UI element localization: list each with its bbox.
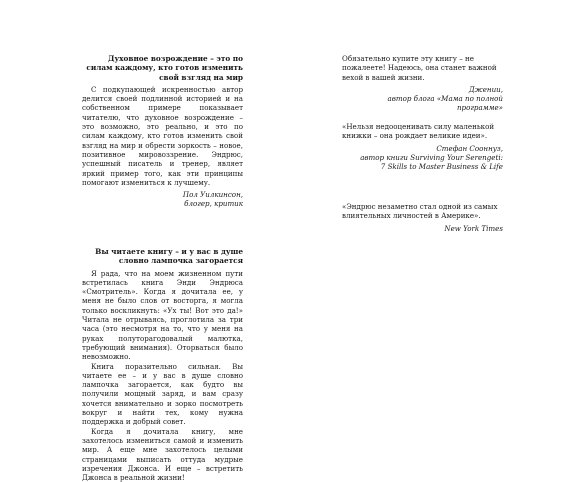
review-signature xyxy=(82,190,243,209)
quote-text: «Нельзя недооценивать силу маленькой книжки – она рождает великие идеи». xyxy=(342,122,495,141)
review-paragraph: Я рада, что на моем жизненном пути встретилась книга Энди Эндрюса «Смотритель». Когда я дочитала ее, у меня не было слов от восторга, я могла только воскликнуть: «Ух ты! Вот это да!» Читала не отрываясь, проглотила за три часа (это несмотря на то, что у меня на руках полуторагодовалый малютка, требующий внимания). Оторваться было невозможно. xyxy=(82,268,243,362)
quote-nyt xyxy=(342,202,503,233)
signature-book: 7 Skills to Master Business & Life xyxy=(380,162,503,172)
quote-signature xyxy=(342,224,503,233)
signature-name: Джении, xyxy=(468,84,503,94)
signature-name: New York Times xyxy=(444,223,503,233)
review-paragraph: С подкупающей искренностью автор делится своей подлинной историей и на собственном примере показывает читателю, что духовное возрождение – это возможно, это реально, и это по силам каждому, кто готов изменить свой взгляд на мир и обрести зоркость – новое, позитивное мировоззрение. Эндрюс, успешный писатель и тренер, являет яркий пример того, как эти принципы помогают измениться к лучшему. xyxy=(82,84,243,187)
review-wilkinson xyxy=(82,54,243,209)
signature-name: Пол Уилкинсон, xyxy=(182,190,243,200)
review-heading: Духовное возрождение – это по силам каждому, кто готов изменить свой взгляд на мир xyxy=(86,54,243,82)
review-paragraph: Когда я дочитала книгу, мне захотелось измениться самой и изменить мир. А еще мне захотелось целыми страницами выписать оттуда мудрые изречения Джонса. И еще – встретить Джонса в реальной жизни! xyxy=(82,426,243,482)
quote-signature xyxy=(342,85,503,113)
signature-role: автор книги Surviving Your Serengeti: xyxy=(360,152,503,162)
quote-soonnuz xyxy=(342,122,503,171)
signature-role: блогер, критик xyxy=(184,199,243,209)
quote-text: «Эндрюс незаметно стал одной из самых влиятельных личностей в Америке». xyxy=(342,202,498,221)
quote-signature xyxy=(342,144,503,172)
review-lightbulb xyxy=(82,247,243,482)
review-heading: Вы читаете книгу – и у вас в душе словно лампочка загорается xyxy=(95,247,243,266)
signature-role: автор блога «Мама по полной программе» xyxy=(387,94,503,113)
quote-jenny xyxy=(342,54,503,113)
signature-name: Стефан Сооннуз, xyxy=(436,143,503,153)
right-page xyxy=(291,0,582,450)
review-paragraph: Книга поразительно сильная. Вы читаете ее – и у вас в душе словно лампочка загорается, как будто вы получили мощный заряд, и вам сразу хочется внимательно и зорко посмотреть вокруг и найти тех, кому нужна поддержка и добрый совет. xyxy=(82,361,243,427)
quote-text: Обязательно купите эту книгу – не пожалеете! Надеюсь, она станет важной вехой в вашей жизни. xyxy=(342,54,497,82)
